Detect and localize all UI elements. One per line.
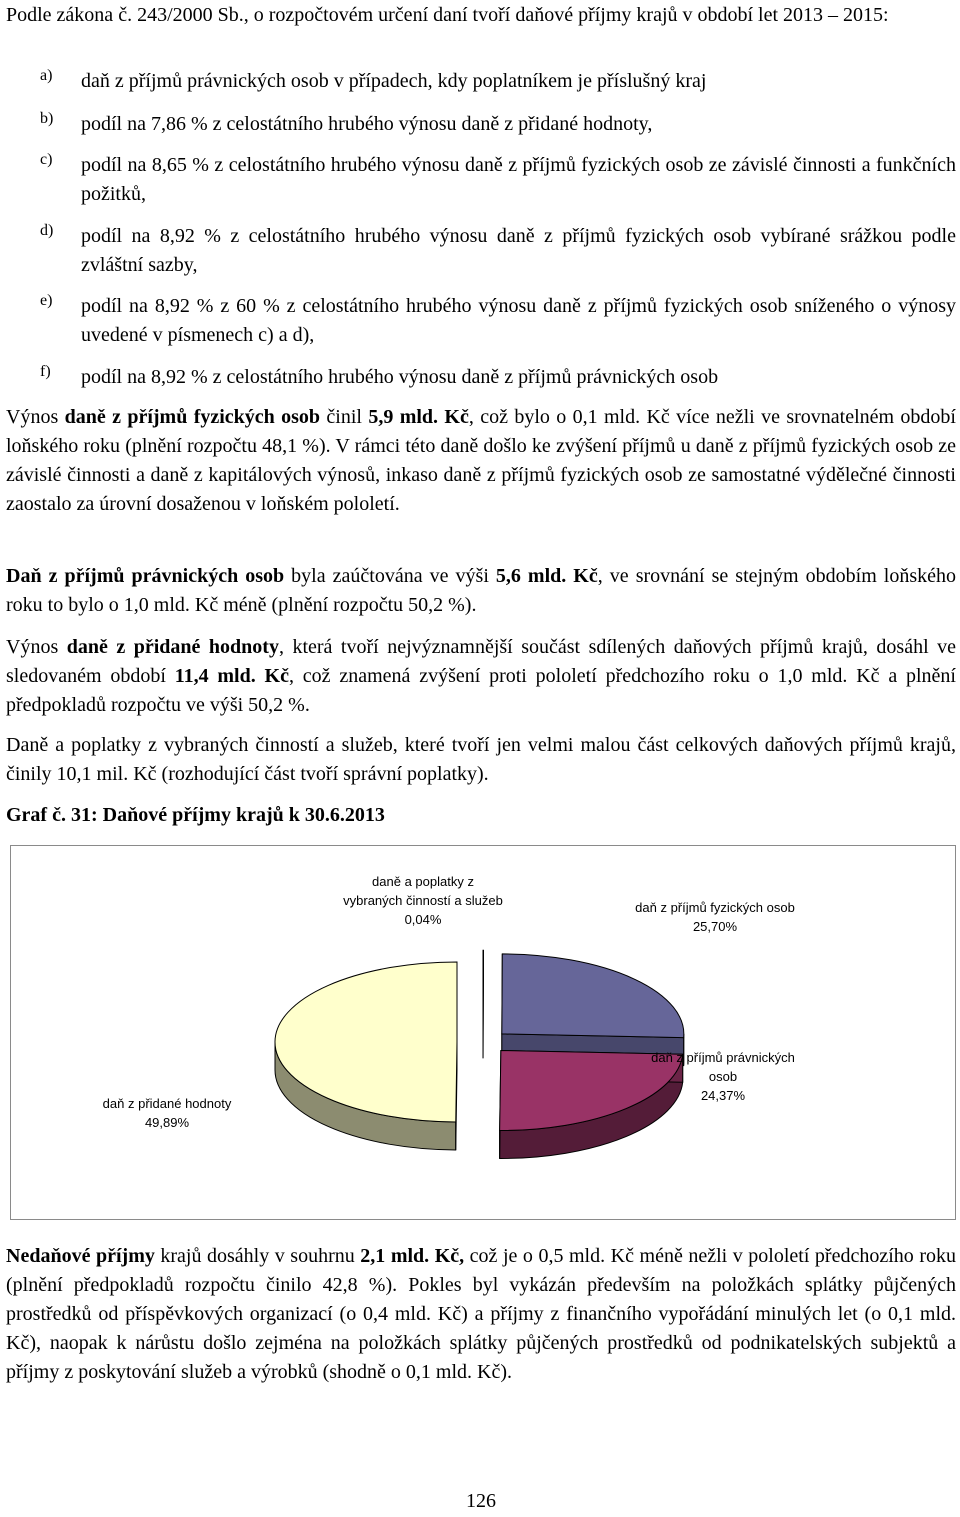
list-marker: a) [40,67,53,84]
list-marker: d) [40,222,54,239]
paragraph-poplatky: Daně a poplatky z vybraných činností a služeb, které tvoří jen velmi malou část celkových daňových příjmů krajů, činily 10,1 mil. Kč (rozhodující část tvoří správní poplatky). [6,734,956,785]
slice-value-label: 24,37% [700,1088,746,1103]
list-item-e [6,292,956,350]
list-item-a [6,67,956,96]
list-marker: f) [40,363,51,380]
list-text: podíl na 8,92 % z celostátního hrubého výnosu daně z příjmů fyzických osob vybírané srážkou podle zvláštní sazby, [81,225,956,276]
pie-slice-1 [502,954,684,1038]
list-text: podíl na 7,86 % z celostátního hrubého výnosu daně z přidané hodnoty, [81,113,653,135]
list-marker: e) [40,292,53,309]
list-item-f [6,363,956,392]
chart-caption: Graf č. 31: Daňové příjmy krajů k 30.6.2013 [6,804,385,826]
list-item-c [6,151,956,209]
list-marker: c) [40,151,53,168]
paragraph-dph: Výnos daně z přidané hodnoty, která tvoří nejvýznamnější součást sdílených daňových příjmů krajů, dosáhl ve sledovaném období 11,4 mld. Kč, což znamená zvýšení proti pololetí předchozího roku o 1,0 mld. Kč a plnění předpokladů rozpočtu ve výši 50,2 %. [6,636,957,716]
slice-label: daň z příjmů fyzických osob [635,900,795,915]
slice-label: osob [708,1069,738,1084]
pie-chart-svg [11,846,955,1219]
slice-value-label: 0,04% [404,912,442,927]
list-text: podíl na 8,92 % z celostátního hrubého výnosu daně z příjmů právnických osob [81,366,719,388]
list-item-d [6,222,956,280]
intro-paragraph: Podle zákona č. 243/2000 Sb., o rozpočtovém určení daní tvoří daňové příjmy krajů v období let 2013 – 2015: [6,4,889,26]
pie-chart [10,845,956,1220]
slice-value-label: 49,89% [144,1115,190,1130]
paragraph-nedanove-prijmy: Nedaňové příjmy krajů dosáhly v souhrnu 2,1 mld. Kč, což je o 0,5 mld. Kč méně nežli v pololetí předchozího roku (plnění předpokladů rozpočtu činilo 42,8 %). Pokles byl vykázán především na položkách splátky půjčených prostředků od příspěvkových organizací (o 0,4 mld. Kč) a příjmy z finančního vypořádání minulých let (o 0,1 mld. Kč), naopak k nárůstu došlo zejména na položkách splátky půjčených prostředků od podnikatelských subjektů a příjmy z poskytování služeb a výrobků (shodně o 0,1 mld. Kč). [6,1245,956,1383]
slice-label: vybraných činností a služeb [343,893,503,908]
slice-value-label: 25,70% [692,919,738,934]
slice-label: daně a poplatky z [372,874,474,889]
list-marker: b) [40,110,54,127]
slice-label: daň z příjmů právnických [651,1050,795,1065]
page-number: 126 [466,1490,496,1512]
list-text: podíl na 8,92 % z 60 % z celostátního hrubého výnosu daně z příjmů fyzických osob sníženého o výnosy uvedené v písmenech c) a d), [81,295,956,346]
list-item-b [6,110,956,139]
paragraph-fyzicke-osoby: Výnos daně z příjmů fyzických osob činil 5,9 mld. Kč, což bylo o 0,1 mld. Kč více nežli ve srovnatelném období loňského roku (plnění rozpočtu 48,1 %). V rámci této daně došlo ke zvýšení příjmů u daně z příjmů fyzických osob ze závislé činnosti a daně z kapitálových výnosů, inkaso daně z příjmů fyzických osob ze samostatné výdělečné činnosti zaostalo za úrovní dosaženou v loňském pololetí. [6,406,956,515]
paragraph-pravnicke-osoby: Daň z příjmů právnických osob byla zaúčtována ve výši 5,6 mld. Kč, ve srovnání se stejným obdobím loňského roku to bylo o 1,0 mld. Kč méně (plnění rozpočtu 50,2 %). [6,565,957,616]
list-text: daň z příjmů právnických osob v případech, kdy poplatníkem je příslušný kraj [81,70,707,92]
slice-label: daň z přidané hodnoty [102,1096,232,1111]
list-text: podíl na 8,65 % z celostátního hrubého výnosu daně z příjmů fyzických osob ze závislé činnosti a funkčních požitků, [81,154,956,205]
